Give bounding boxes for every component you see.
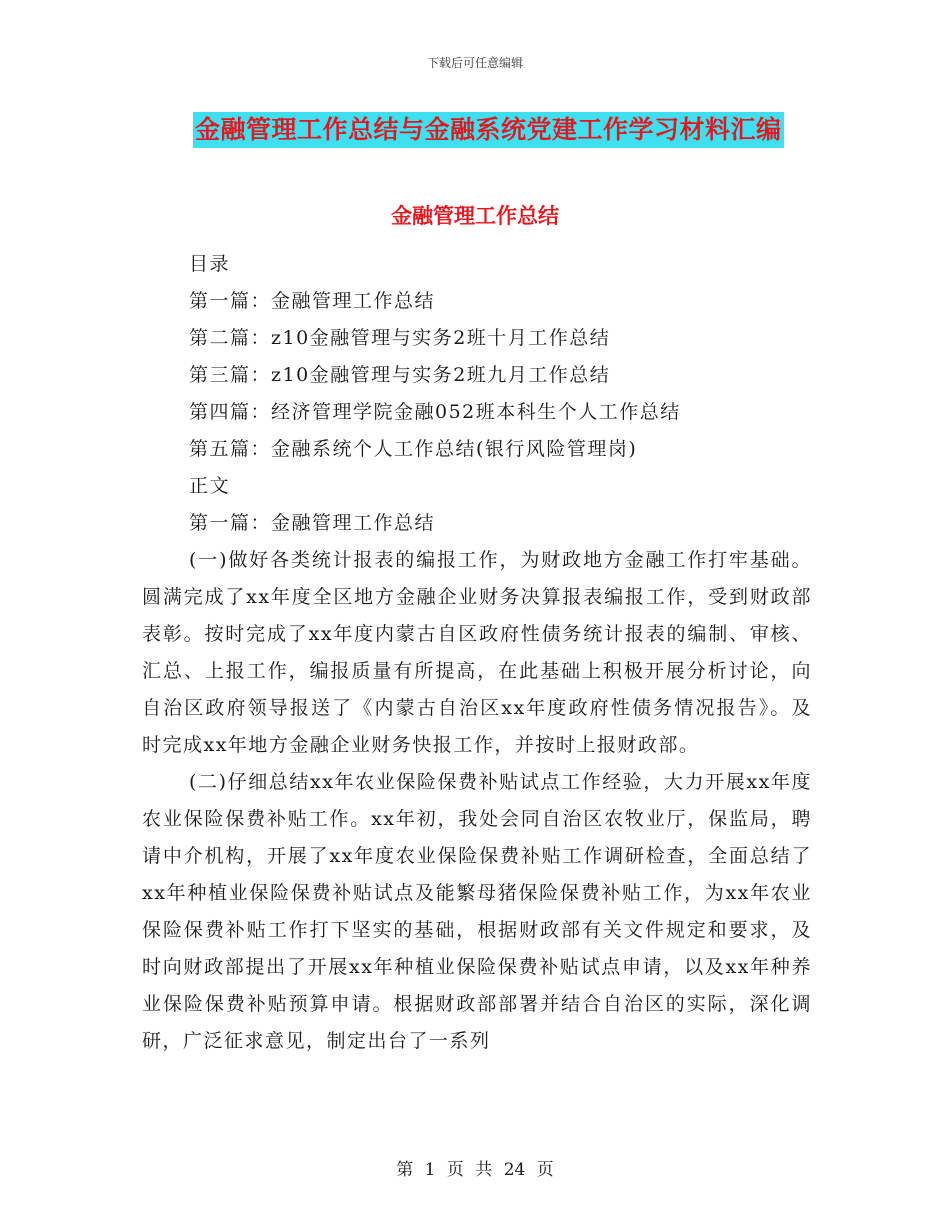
document-body: [142, 246, 812, 1060]
toc-heading: 目录: [189, 253, 231, 275]
document-main-title: 金融管理工作总结与金融系统党建工作学习材料汇编: [193, 112, 784, 148]
paragraph-2: (二)仔细总结xx年农业保险保费补贴试点工作经验，大力开展xx年度农业保险保费补贴工作。xx年初，我处会同自治区农牧业厅，保监局，聘请中介机构，开展了xx年度农业保险保费补贴工作调研检查，全面总结了xx年种植业保险保费补贴试点及能繁母猪保险保费补贴工作，为xx年农业保险保费补贴工作打下坚实的基础，根据财政部有关文件规定和要求，及时向财政部提出了开展xx年种植业保险保费补贴试点申请，以及xx年种养业保险保费补贴预算申请。根据财政部部署并结合自治区的实际，深化调研，广泛征求意见，制定出台了一系列: [142, 771, 812, 1052]
page-number-footer: 第 1 页 共 24 页: [396, 1160, 554, 1180]
page-header-note: 下载后可任意编辑: [426, 56, 523, 70]
chapter-1-heading: 第一篇：金融管理工作总结: [189, 512, 436, 534]
toc-item-4: 第四篇：经济管理学院金融052班本科生个人工作总结: [189, 401, 681, 423]
toc-item-1: 第一篇：金融管理工作总结: [189, 290, 436, 312]
body-heading: 正文: [189, 475, 231, 497]
paragraph-1: (一)做好各类统计报表的编报工作，为财政地方金融工作打牢基础。圆满完成了xx年度全区地方金融企业财务决算报表编报工作，受到财政部表彰。按时完成了xx年度内蒙古自区政府性债务统计报表的编制、审核、汇总、上报工作，编报质量有所提高，在此基础上积极开展分析讨论，向自治区政府领导报送了《内蒙古自治区xx年度政府性债务情况报告》。及时完成xx年地方金融企业财务快报工作，并按时上报财政部。: [142, 549, 812, 756]
toc-item-5: 第五篇：金融系统个人工作总结(银行风险管理岗): [189, 438, 638, 460]
toc-item-2: 第二篇：z10金融管理与实务2班十月工作总结: [189, 327, 611, 349]
toc-item-3: 第三篇：z10金融管理与实务2班九月工作总结: [189, 364, 611, 386]
section-title: 金融管理工作总结: [391, 203, 559, 228]
